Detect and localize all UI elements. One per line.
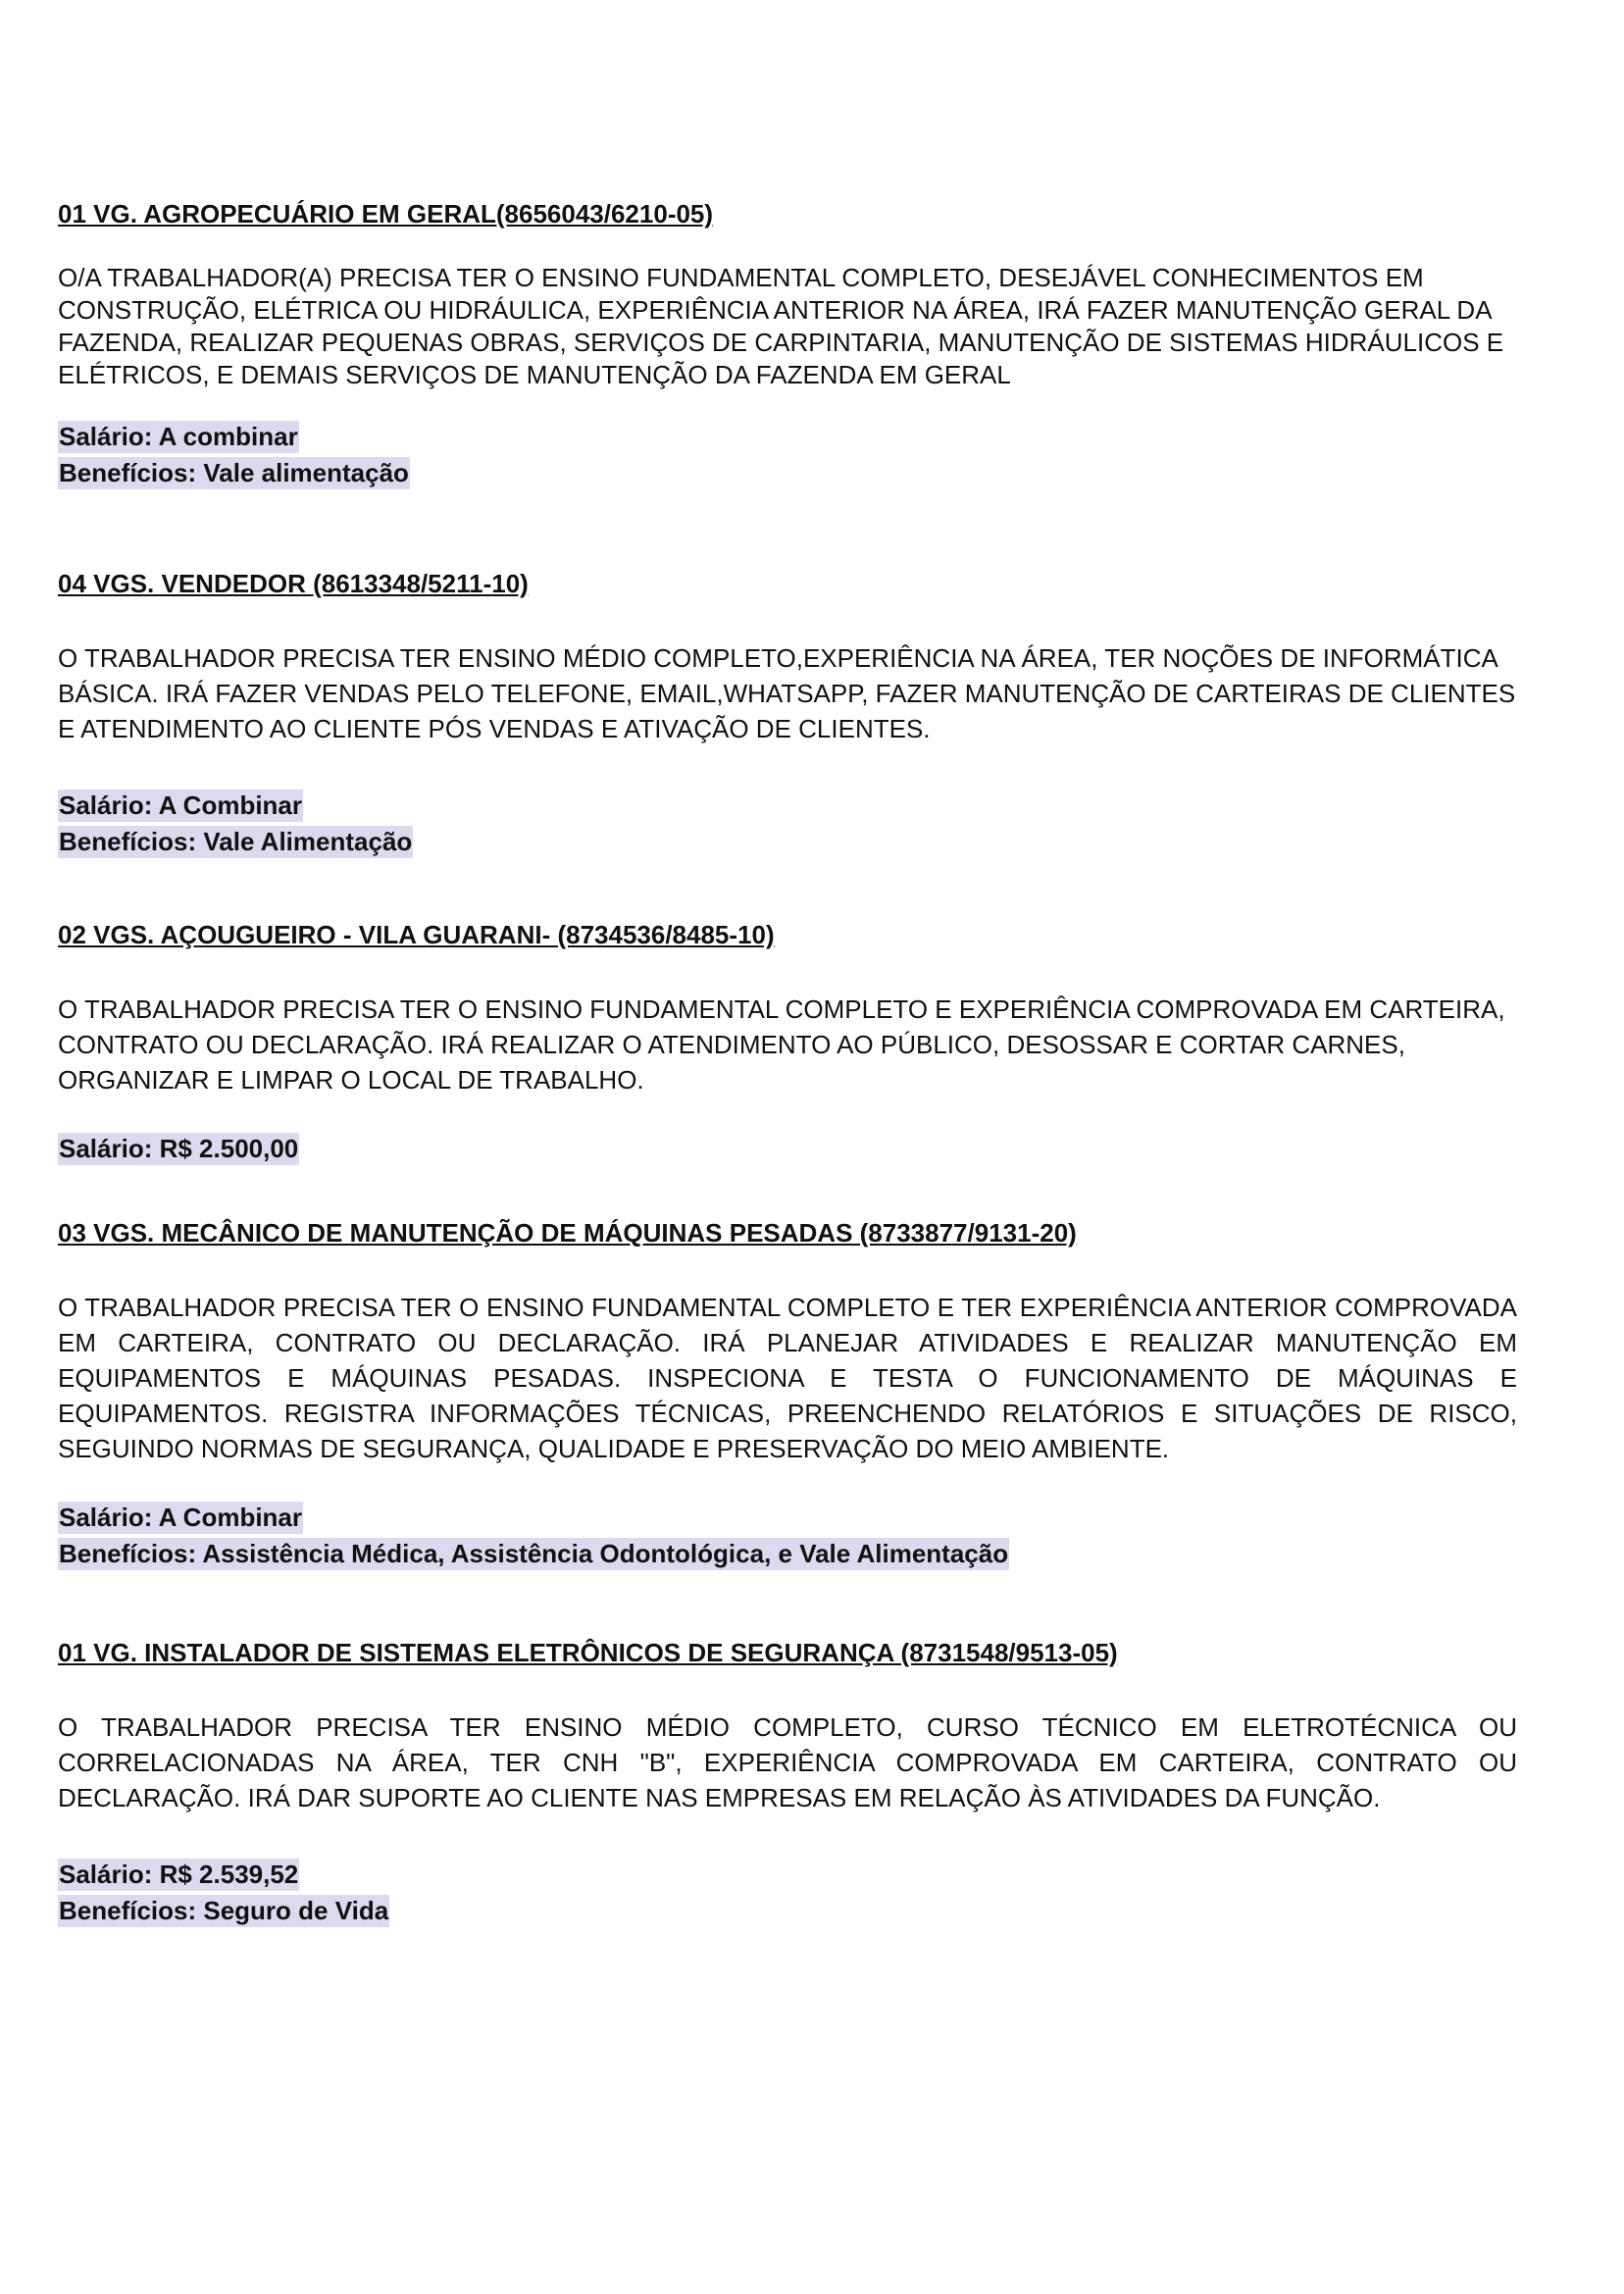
job-title: 01 VG. AGROPECUÁRIO EM GERAL(8656043/6210-05) <box>58 199 714 229</box>
job-description: O TRABALHADOR PRECISA TER ENSINO MÉDIO COMPLETO, CURSO TÉCNICO EM ELETROTÉCNICA OU CORRELACIONADAS NA ÁREA, TER CNH "B", EXPERIÊNCIA COMPROVADA EM CARTEIRA, CONTRATO OU DECLARAÇÃO. IRÁ DAR SUPORTE AO CLIENTE NAS EMPRESAS EM RELAÇÃO ÀS ATIVIDADES DA FUNÇÃO. <box>58 1712 1517 1812</box>
job-benefits <box>58 1893 1529 1929</box>
job-title: 04 VGS. VENDEDOR (8613348/5211-10) <box>58 569 529 598</box>
job-description: O TRABALHADOR PRECISA TER ENSINO MÉDIO COMPLETO,EXPERIÊNCIA NA ÁREA, TER NOÇÕES DE INFORMÁTICA BÁSICA. IRÁ FAZER VENDAS PELO TELEFONE, EMAIL,WHATSAPP, FAZER MANUTENÇÃO DE CARTEIRAS DE CLIENTES E ATENDIMENTO AO CLIENTE PÓS VENDAS E ATIVAÇÃO DE CLIENTES. <box>58 643 1516 743</box>
job-title: 01 VG. INSTALADOR DE SISTEMAS ELETRÔNICOS DE SEGURANÇA (8731548/9513-05) <box>58 1638 1118 1667</box>
job-salary <box>58 419 1529 455</box>
job-listing-acougueiro <box>58 918 1529 1167</box>
benefits-text: Benefícios: Vale Alimentação <box>59 827 413 856</box>
job-salary <box>58 1857 1529 1893</box>
job-description: O TRABALHADOR PRECISA TER O ENSINO FUNDAMENTAL COMPLETO E TER EXPERIÊNCIA ANTERIOR COMPROVADA EM CARTEIRA, CONTRATO OU DECLARAÇÃO. IRÁ PLANEJAR ATIVIDADES E REALIZAR MANUTENÇÃO EM EQUIPAMENTOS E MÁQUINAS PESADAS. INSPECIONA E TESTA O FUNCIONAMENTO DE MÁQUINAS E EQUIPAMENTOS. REGISTRA INFORMAÇÕES TÉCNICAS, PREENCHENDO RELATÓRIOS E SITUAÇÕES DE RISCO, SEGUINDO NORMAS DE SEGURANÇA, QUALIDADE E PRESERVAÇÃO DO MEIO AMBIENTE. <box>58 1293 1517 1463</box>
salary-text: Salário: A Combinar <box>59 1503 303 1532</box>
job-title: 03 VGS. MECÂNICO DE MANUTENÇÃO DE MÁQUINAS PESADAS (8733877/9131-20) <box>58 1218 1077 1248</box>
benefits-text: Benefícios: Seguro de Vida <box>59 1896 389 1925</box>
job-description: O TRABALHADOR PRECISA TER O ENSINO FUNDAMENTAL COMPLETO E EXPERIÊNCIA COMPROVADA EM CARTEIRA, CONTRATO OU DECLARAÇÃO. IRÁ REALIZAR O ATENDIMENTO AO PÚBLICO, DESOSSAR E CORTAR CARNES, ORGANIZAR E LIMPAR O LOCAL DE TRABALHO. <box>58 994 1505 1095</box>
job-benefits <box>58 455 1529 491</box>
job-salary <box>58 1500 1529 1536</box>
job-listing-instalador <box>58 1636 1529 1929</box>
job-listing-vendedor <box>58 567 1529 860</box>
job-salary <box>58 1131 1529 1167</box>
job-benefits <box>58 1536 1529 1572</box>
job-listing-agropecuario <box>58 197 1529 491</box>
benefits-text: Benefícios: Vale alimentação <box>59 458 409 487</box>
job-benefits <box>58 824 1529 860</box>
job-salary <box>58 788 1529 824</box>
salary-text: Salário: A Combinar <box>59 790 303 820</box>
benefits-text: Benefícios: Assistência Médica, Assistência Odontológica, e Vale Alimentação <box>59 1539 1009 1568</box>
job-description: O/A TRABALHADOR(A) PRECISA TER O ENSINO FUNDAMENTAL COMPLETO, DESEJÁVEL CONHECIMENTOS EM CONSTRUÇÃO, ELÉTRICA OU HIDRÁULICA, EXPERIÊNCIA ANTERIOR NA ÁREA, IRÁ FAZER MANUTENÇÃO GERAL DA FAZENDA, REALIZAR PEQUENAS OBRAS, SERVIÇOS DE CARPINTARIA, MANUTENÇÃO DE SISTEMAS HIDRÁULICOS E ELÉTRICOS, E DEMAIS SERVIÇOS DE MANUTENÇÃO DA FAZENDA EM GERAL <box>58 263 1504 389</box>
salary-text: Salário: R$ 2.500,00 <box>59 1134 299 1163</box>
job-listing-mecanico <box>58 1216 1529 1572</box>
salary-text: Salário: A combinar <box>59 422 298 451</box>
job-title: 02 VGS. AÇOUGUEIRO - VILA GUARANI- (8734536/8485-10) <box>58 920 775 949</box>
salary-text: Salário: R$ 2.539,52 <box>59 1860 299 1889</box>
